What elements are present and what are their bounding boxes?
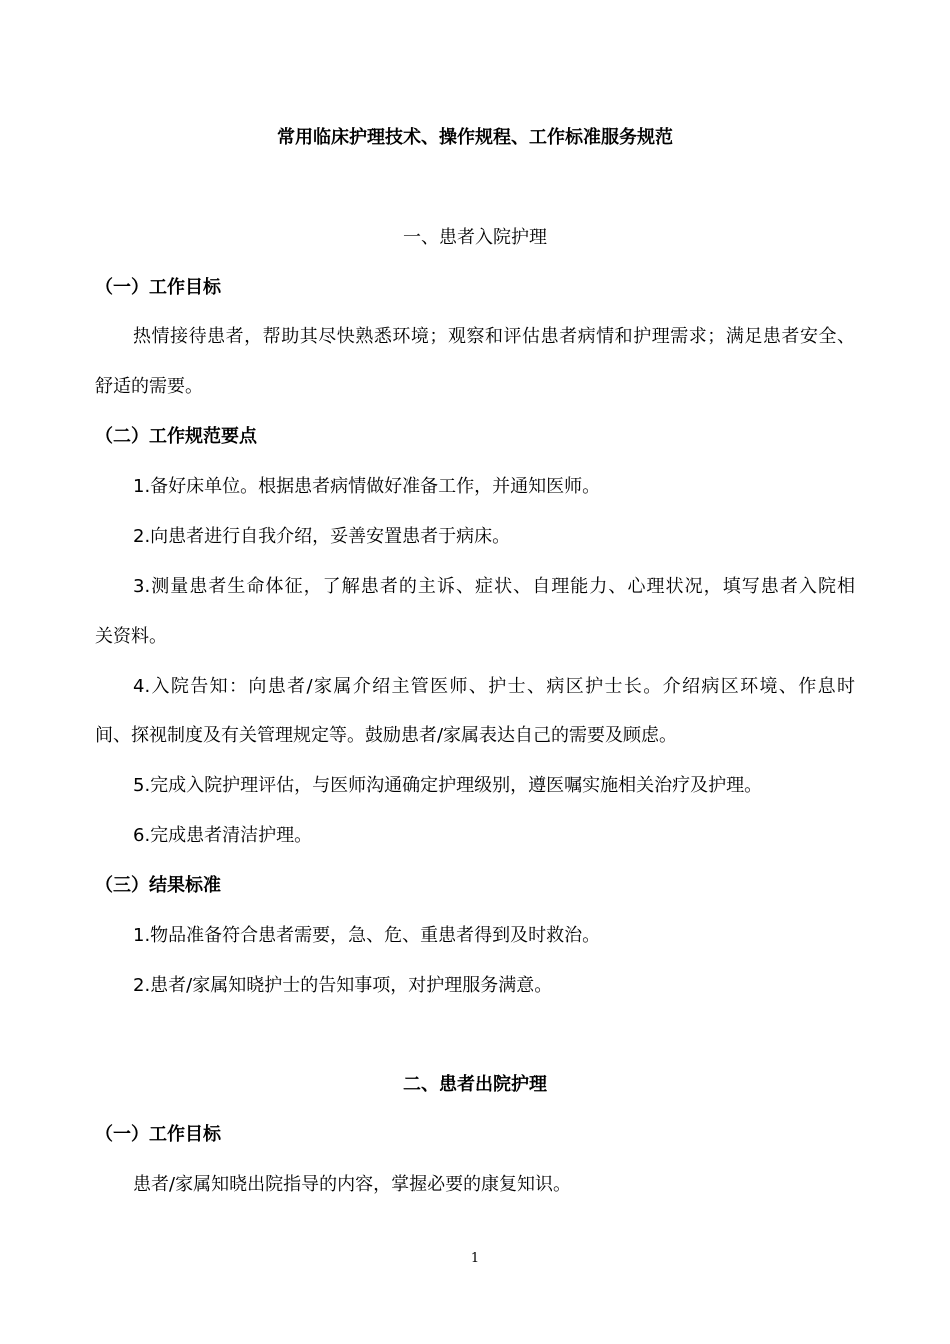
document-title: 常用临床护理技术、操作规程、工作标准服务规范 — [277, 127, 673, 148]
subsection-heading: （二）工作规范要点 — [95, 426, 257, 447]
paragraph-line: 热情接待患者，帮助其尽快熟悉环境；观察和评估患者病情和护理需求；满足患者安全、 — [133, 326, 855, 347]
list-item-continuation: 间、探视制度及有关管理规定等。鼓励患者/家属表达自己的需要及顾虑。 — [95, 725, 678, 746]
list-item: 1.物品准备符合患者需要，急、危、重患者得到及时救治。 — [133, 925, 601, 946]
list-item: 3.测量患者生命体征，了解患者的主诉、症状、自理能力、心理状况，填写患者入院相 — [133, 576, 855, 597]
list-item: 2.患者/家属知晓护士的告知事项，对护理服务满意。 — [133, 975, 553, 996]
list-item-continuation: 关资料。 — [95, 626, 167, 647]
paragraph-line: 患者/家属知晓出院指导的内容，掌握必要的康复知识。 — [133, 1174, 572, 1195]
subsection-heading: （一）工作目标 — [95, 1124, 221, 1145]
list-item: 2.向患者进行自我介绍，妥善安置患者于病床。 — [133, 526, 511, 547]
list-item: 1.备好床单位。根据患者病情做好准备工作，并通知医师。 — [133, 476, 601, 497]
list-item: 6.完成患者清洁护理。 — [133, 825, 313, 846]
subsection-heading: （一）工作目标 — [95, 277, 221, 298]
section-heading: 一、患者入院护理 — [403, 227, 547, 248]
paragraph-line: 舒适的需要。 — [95, 376, 203, 397]
section-heading: 二、患者出院护理 — [403, 1074, 547, 1095]
subsection-heading: （三）结果标准 — [95, 875, 221, 896]
list-item: 5.完成入院护理评估，与医师沟通确定护理级别，遵医嘱实施相关治疗及护理。 — [133, 775, 763, 796]
page-number: 1 — [470, 1251, 480, 1266]
list-item: 4.入院告知：向患者/家属介绍主管医师、护士、病区护士长。介绍病区环境、作息时 — [133, 676, 855, 697]
